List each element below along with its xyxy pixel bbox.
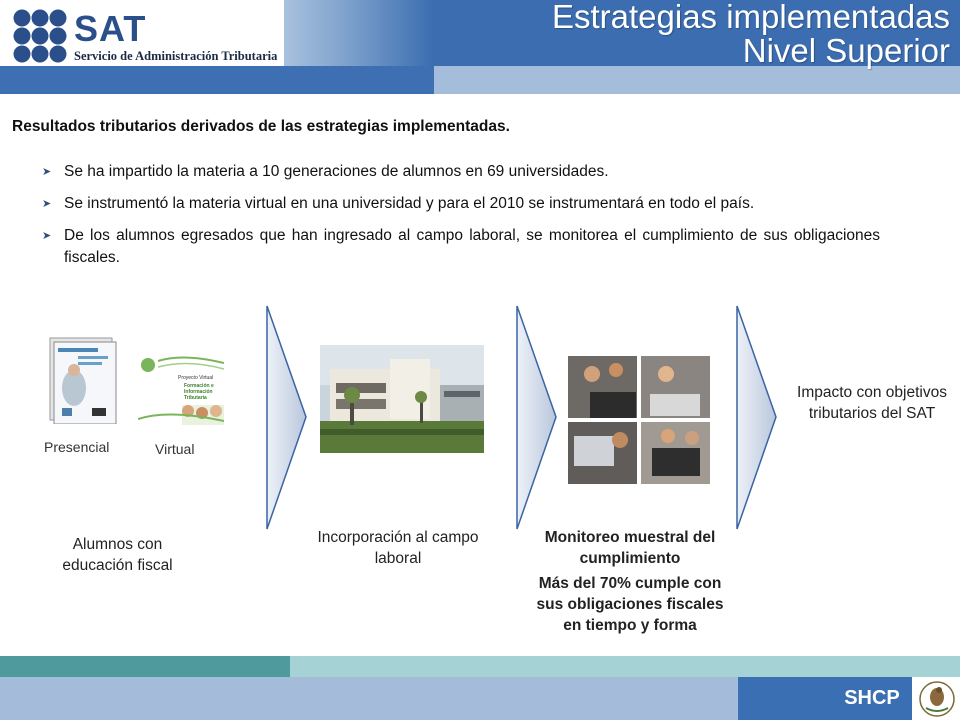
presencial-label: Presencial [44, 439, 110, 455]
sat-logo [12, 8, 282, 64]
step3-result: Más del 70% cumple con sus obligaciones fiscales en tiempo y forma [536, 575, 724, 634]
bullet-arrow-icon: ➤ [42, 198, 52, 210]
footer-band-blue-light [0, 677, 738, 720]
bullet-text: De los alumnos egresados que han ingresado al campo laboral, se monitorea el cumplimiento de sus obligaciones fiscales. [64, 227, 880, 266]
mexico-seal-icon [918, 680, 956, 718]
footer-band-blue [738, 677, 832, 720]
flow-arrow-3 [736, 305, 778, 530]
shcp-logo [832, 677, 960, 720]
step1-label: Alumnos con educación fiscal [62, 536, 173, 574]
shcp-wordmark: SHCP [832, 677, 912, 720]
sat-logo-icon [12, 8, 68, 64]
virtual-label: Virtual [155, 441, 195, 457]
bullet-arrow-icon: ➤ [42, 230, 52, 242]
flow-arrow-1 [266, 305, 308, 530]
monitoring-collage-image [568, 356, 710, 484]
header-band-lower-left [0, 66, 434, 94]
footer-band-teal-light [290, 656, 960, 677]
bullet-item [42, 225, 880, 269]
virtual-card-title: Proyecto Virtual [178, 375, 214, 381]
bullet-item [42, 161, 880, 183]
flow-arrow-2 [516, 305, 558, 530]
bullet-list [42, 161, 880, 279]
bullet-item [42, 193, 880, 215]
logo-wordmark: SAT [74, 8, 147, 49]
section-subtitle: Resultados tributarios derivados de las estrategias implementadas. [12, 118, 510, 135]
bullet-text: Se ha impartido la materia a 10 generaciones de alumnos en 69 universidades. [64, 163, 609, 180]
page-title-line2: Nivel Superior [742, 32, 950, 69]
footer-band-teal [0, 656, 290, 677]
virtual-project-image [138, 353, 224, 425]
step3-label: Monitoreo muestral del cumplimiento [544, 529, 716, 567]
header-band-lower-right [434, 66, 960, 94]
bullet-arrow-icon: ➤ [42, 166, 52, 178]
bullet-text: Se instrumentó la materia virtual en una universidad y para el 2010 se instrumentará en todo el país. [64, 195, 755, 212]
virtual-card-text: Formación e Información Tributaria [184, 383, 214, 401]
step4-label: Impacto con objetivos tributarios del SAT [797, 384, 947, 422]
building-image [320, 345, 484, 453]
page-title [552, 0, 950, 68]
step2-label: Incorporación al campo laboral [317, 529, 479, 567]
presencial-guide-image [48, 336, 118, 424]
page-title-line1: Estrategias implementadas [551, 0, 950, 35]
logo-subtitle: Servicio de Administración Tributaria [74, 49, 278, 63]
